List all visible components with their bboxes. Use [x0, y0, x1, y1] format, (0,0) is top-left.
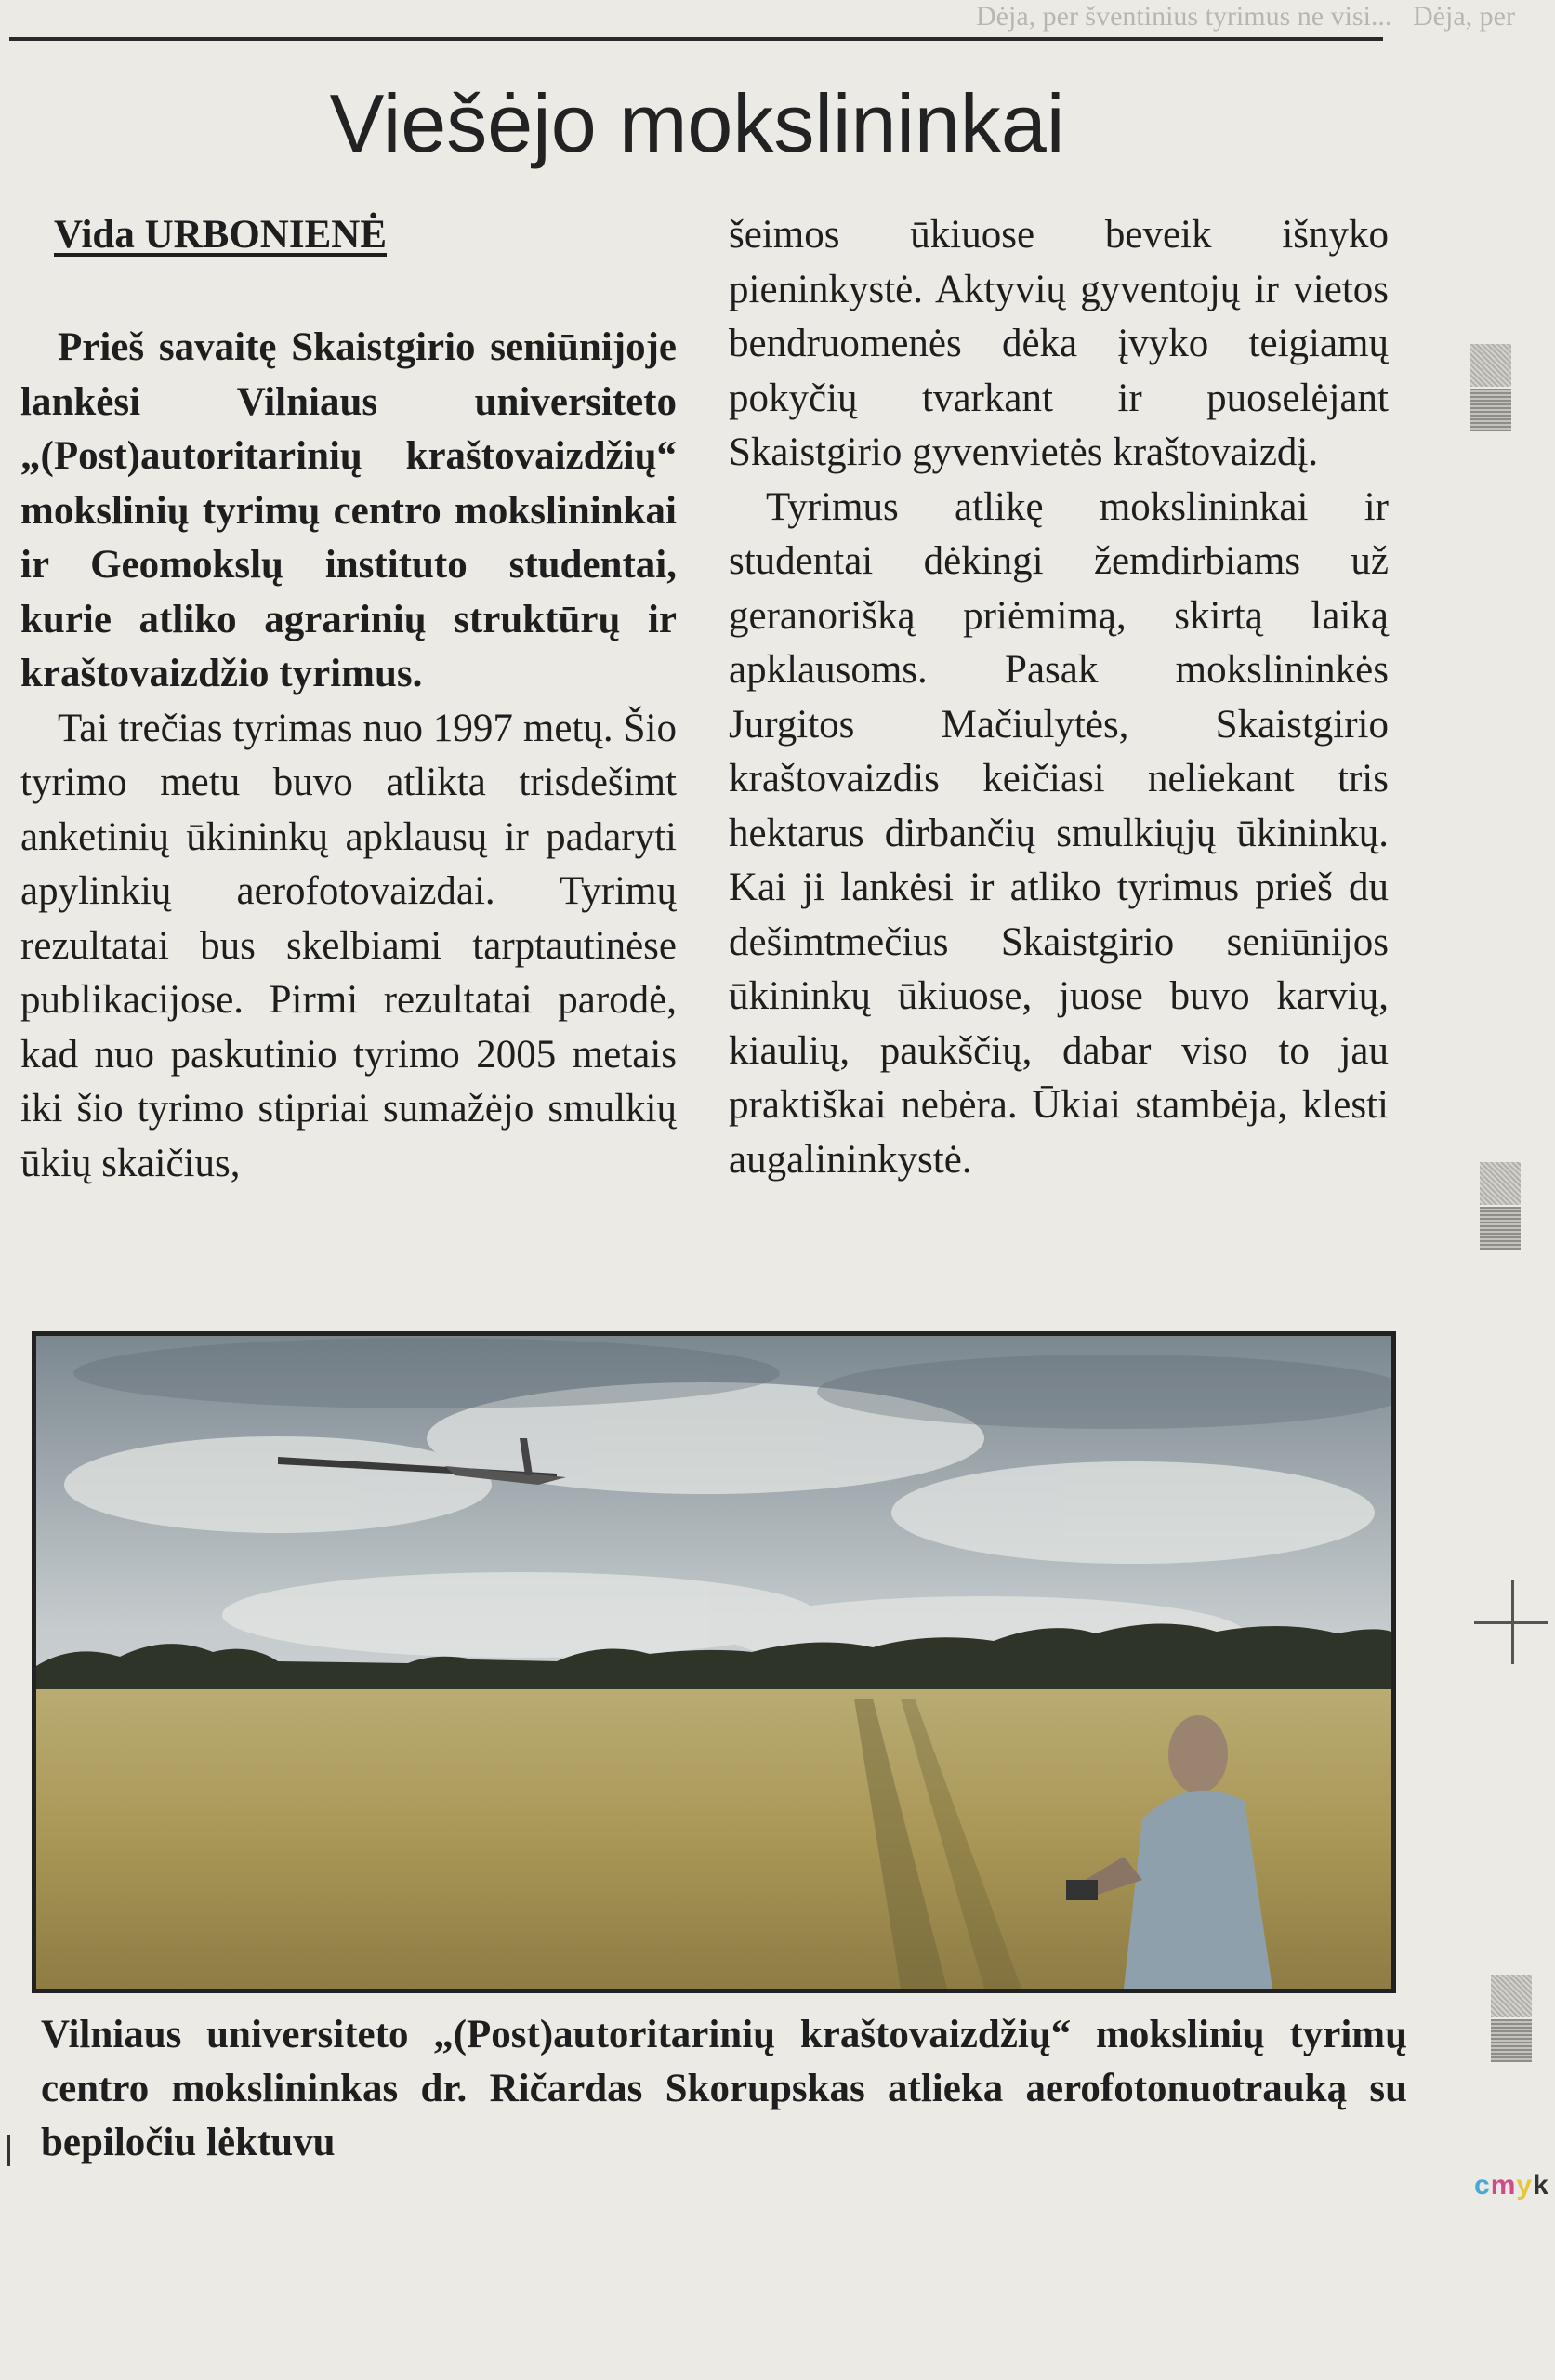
- margin-mark: [7, 2135, 10, 2166]
- cmyk-c: c: [1474, 2170, 1491, 2201]
- registration-mark-1a: [1470, 344, 1511, 387]
- registration-mark-3a: [1491, 1975, 1532, 2017]
- top-rule: [9, 37, 1383, 41]
- cmyk-m: m: [1490, 2170, 1517, 2201]
- photo-caption: Vilniaus universiteto „(Post)autoritarinių kraštovaizdžių“ mokslinių tyrimų centro mokslininkas dr. Ričardas Skorupskas atlieka aerofotonuotrauką su bepiločiu lėktuvu: [41, 2013, 1407, 2164]
- bleed-through-text-top: Dėja, per šventinius tyrimus ne visi...: [976, 1, 1392, 32]
- body-paragraph-1: Tai trečias tyrimas nuo 1997 metų. Šio tyrimo metu buvo atlikta trisdešimt anketinių ūkininkų apklausų ir padaryti apylinkių aerofotovaizdai. Tyrimų rezultatai bus skelbiami tarptautinėse publikacijose. Pirmi rezultatai parodė, kad nuo paskutinio tyrimo 2005 metais iki šio tyrimo stipriai sumažėjo smulkių ūkių skaičius,: [20, 706, 677, 1185]
- registration-mark-3b: [1491, 2019, 1532, 2062]
- bleed-through-text-right: Dėja, per: [1413, 1, 1515, 32]
- body-paragraph-continuation: šeimos ūkiuose beveik išnyko pieninkystė. Aktyvių gyventojų ir vietos bendruomenės dėka įvyko teigiamų pokyčių tvarkant ir puoselėjant Skaistgirio gyvenvietės kraštovaizdį.: [729, 213, 1389, 474]
- crop-cross-vertical: [1511, 1580, 1514, 1664]
- body-paragraph-2: Tyrimus atlikę mokslininkai ir studentai dėkingi žemdirbiams už geranorišką priėmimą, skirtą laiką apklausoms. Pasak mokslininkės Jurgitos Mačiulytės, Skaistgirio kraštovaizdis keičiasi neliekant tris hektarus dirbančių smulkiųjų ūkininkų. Kai ji lankėsi ir atliko tyrimus prieš du dešimtmečius Skaistgirio seniūnijos ūkininkų ūkiuose, juose buvo karvių, kiaulių, paukščių, dabar viso to jau praktiškai nebėra. Ūkiai stambėja, klesti augalininkystė.: [729, 484, 1389, 1182]
- article-photo: [32, 1331, 1396, 1993]
- lead-paragraph: Prieš savaitę Skaistgirio seniūnijoje lankėsi Vilniaus universiteto „(Post)autoritarinių kraštovaizdžių“ mokslinių tyrimų centro mokslininkai ir Geomokslų instituto studentai, kurie atliko agrarinių struktūrų ir kraštovaizdžio tyrimus.: [20, 325, 677, 695]
- article-column-2: [729, 208, 1389, 1187]
- author-byline: Vida URBONIENĖ: [54, 213, 388, 257]
- registration-mark-2a: [1480, 1162, 1521, 1205]
- cmyk-y: y: [1516, 2170, 1534, 2201]
- cmyk-print-mark: [1474, 2170, 1549, 2202]
- cmyk-k: k: [1533, 2170, 1549, 2201]
- article-headline: Viešėjo mokslininkai: [329, 77, 1065, 169]
- registration-mark-2b: [1480, 1207, 1521, 1250]
- photo-field-glider: [36, 1336, 1391, 1989]
- registration-mark-1b: [1470, 389, 1511, 431]
- article-column-1: [20, 321, 677, 1191]
